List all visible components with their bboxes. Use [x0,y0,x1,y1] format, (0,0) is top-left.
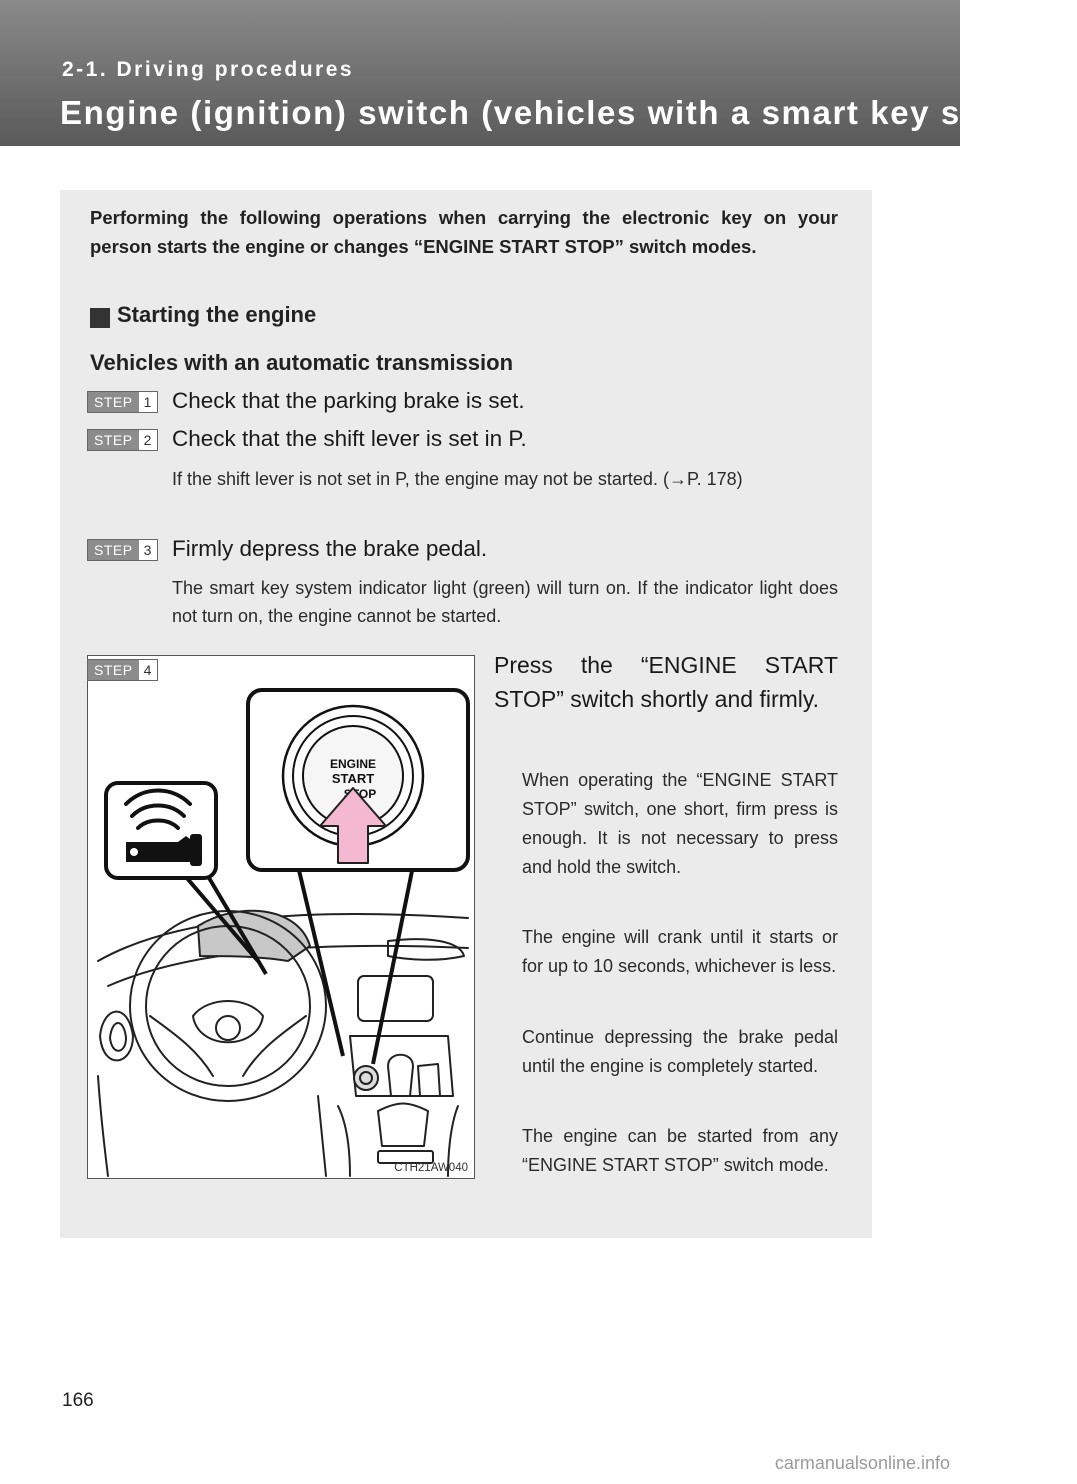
engine-switch-illustration [87,655,475,1179]
step-3-note: The smart key system indicator light (green) will turn on. If the indicator light does not turn on, the engine cannot be started. [172,578,838,626]
step-1-text: Check that the parking brake is set. [172,388,525,413]
button-text-start: START [331,771,375,786]
watermark: carmanualsonline.info [774,1453,950,1473]
page-title: Engine (ignition) switch (vehicles with a smart key system) [60,94,1077,131]
page-number: 166 [62,1390,94,1411]
section-label: 2-1. Driving procedures [62,58,355,81]
step-2-note: If the shift lever is not set in P, the engine may not be started. (→P. 178) [172,469,743,489]
step-badge-1: STEP 1 [87,391,158,413]
heading-starting-engine: Starting the engine [117,302,317,327]
page-header [0,0,1077,146]
step-4-note-3: Continue depressing the brake pedal until the engine is completely started. [522,1027,838,1076]
step-4-note-1: When operating the “ENGINE START STOP” switch, one short, firm press is enough. It is not necessary to press and hold the switch. [522,770,838,877]
step-badge-4: STEP 4 [87,659,158,681]
step-3-text: Firmly depress the brake pedal. [172,536,488,561]
dashboard-drawing [88,656,474,1178]
step-badge-2: STEP 2 [87,429,158,451]
step-4-note-4: The engine can be started from any “ENGINE START STOP” switch mode. [522,1126,838,1175]
step-4-note-2: The engine will crank until it starts or for up to 10 seconds, whichever is less. [522,927,838,976]
button-text-stop: STOP [343,787,377,801]
step-2-text: Check that the shift lever is set in P. [172,426,527,451]
step-4-text: Press the “ENGINE START STOP” switch shortly and firmly. [494,652,838,712]
step-badge-3: STEP 3 [87,539,158,561]
intro-paragraph: Performing the following operations when carrying the electronic key on your person starts the engine or changes “ENGINE START STOP” switch modes. [90,207,838,257]
illustration-code: CTH21AW040 [394,1162,468,1174]
button-text-engine: ENGINE [329,757,377,771]
square-bullet-icon [90,308,110,328]
heading-automatic-transmission: Vehicles with an automatic transmission [90,350,514,375]
